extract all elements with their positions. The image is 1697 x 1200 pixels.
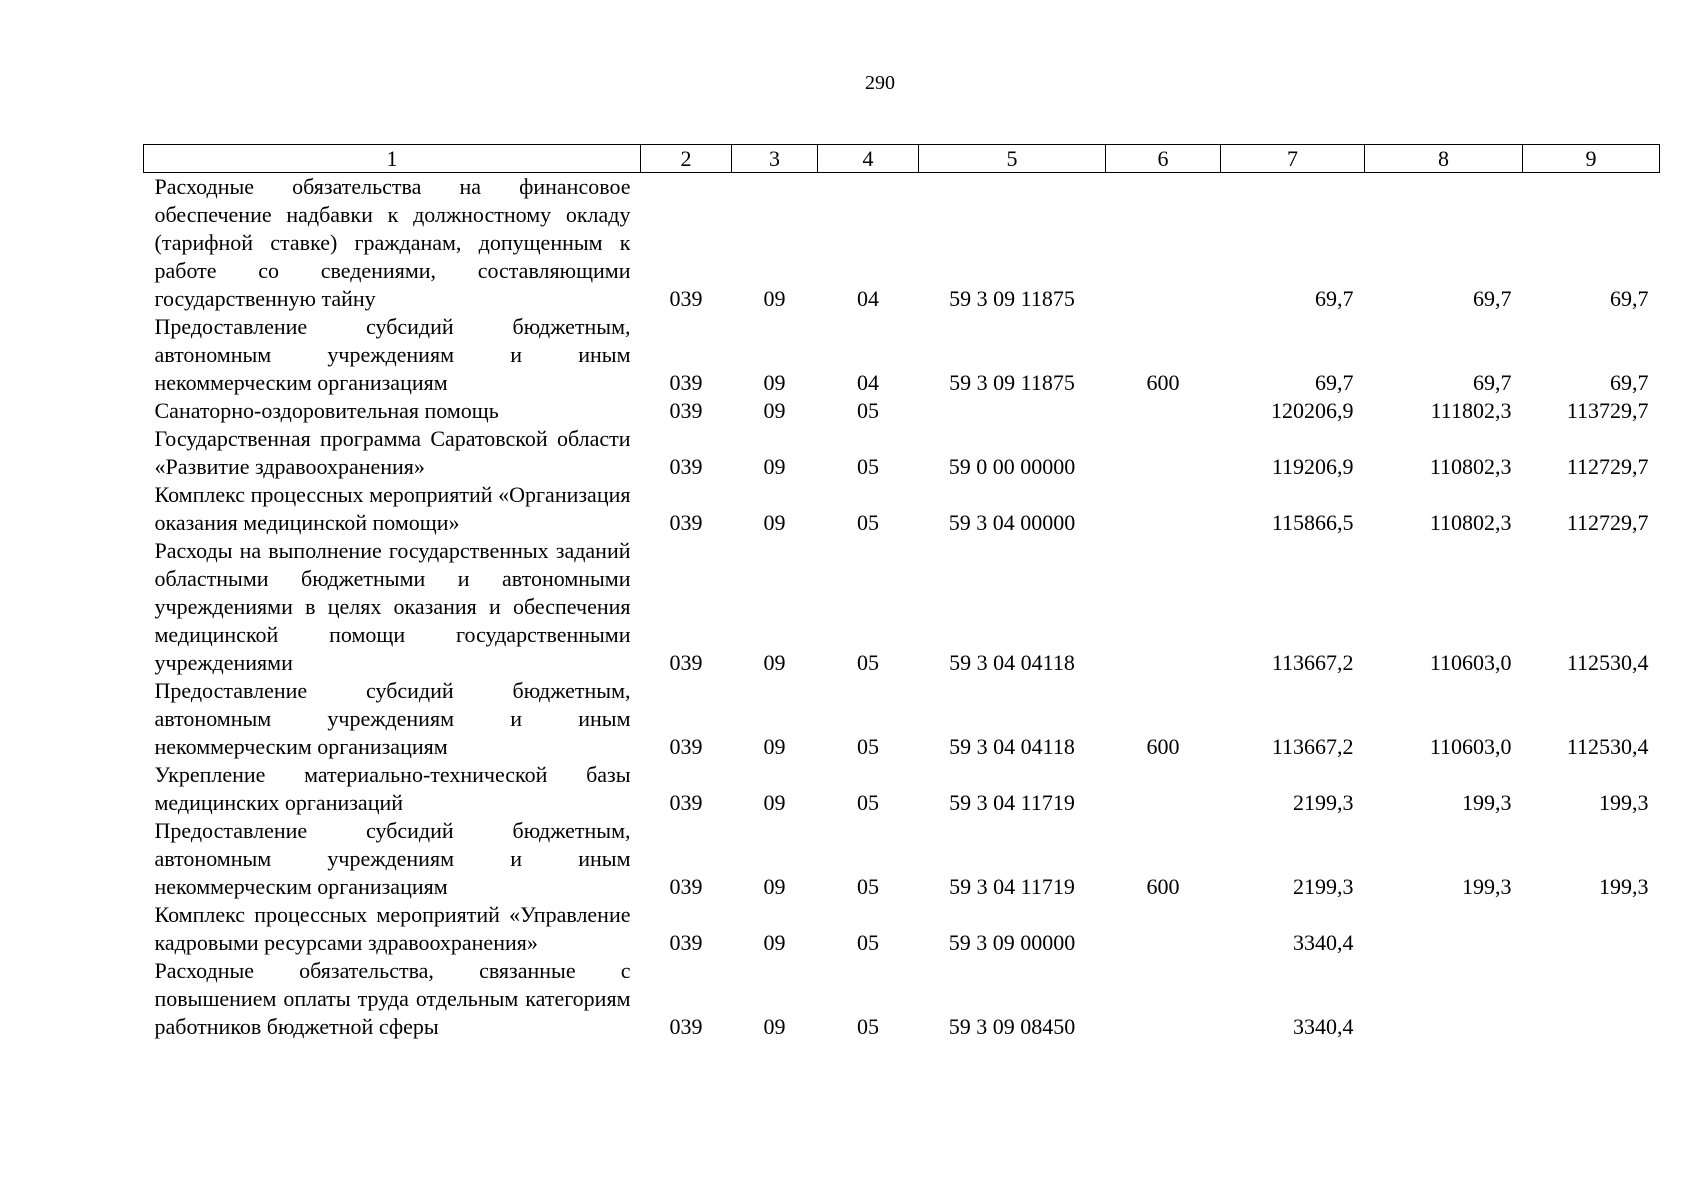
amount-year-3: 69,7	[1610, 370, 1649, 395]
expense-type-code	[1106, 761, 1221, 817]
section-code: 09	[763, 874, 786, 899]
grbs-code: 039	[669, 510, 703, 535]
target-article-code: 59 3 09 08450	[948, 1014, 1076, 1039]
subsection-code: 05	[857, 454, 879, 479]
target-article-code: 59 3 09 11875	[949, 286, 1075, 311]
table-row	[144, 901, 1660, 957]
expense-type-code	[1106, 957, 1221, 1041]
expense-type-code: 600	[1146, 370, 1180, 395]
expense-type-code	[1106, 537, 1221, 677]
expense-type-code: 600	[1146, 874, 1180, 899]
expense-type-code: 600	[1146, 734, 1180, 759]
section-code: 09	[763, 1014, 786, 1039]
column-header: 7	[1221, 145, 1365, 173]
amount-year-2: 199,3	[1462, 790, 1512, 815]
column-header: 2	[641, 145, 732, 173]
row-name: Предоставление субсидий бюджетным, автономным учреждениям и иным некоммерческим организациям	[154, 678, 631, 759]
expense-type-code	[1106, 481, 1221, 537]
table-row	[144, 173, 1660, 314]
amount-year-1: 69,7	[1315, 370, 1354, 395]
subsection-code: 05	[857, 874, 879, 899]
amount-year-3: 112729,7	[1566, 454, 1649, 479]
grbs-code: 039	[669, 286, 703, 311]
table-row	[144, 761, 1660, 817]
grbs-code: 039	[669, 874, 703, 899]
amount-year-3	[1523, 901, 1660, 957]
expense-type-code	[1106, 901, 1221, 957]
amount-year-1: 115866,5	[1271, 510, 1354, 535]
table-row	[144, 957, 1660, 1041]
subsection-code: 04	[857, 286, 879, 311]
subsection-code: 05	[857, 1014, 879, 1039]
grbs-code: 039	[669, 398, 703, 423]
row-name: Расходы на выполнение государственных заданий областными бюджетными и автономными учреждениями в целях оказания и обеспечения медицинской помощи государственными учреждениями	[154, 538, 631, 675]
grbs-code: 039	[669, 790, 703, 815]
expense-type-code	[1106, 397, 1221, 425]
section-code: 09	[763, 398, 786, 423]
subsection-code: 05	[857, 790, 879, 815]
amount-year-2: 110802,3	[1429, 454, 1512, 479]
target-article-code: 59 3 04 04118	[949, 734, 1075, 759]
row-name: Комплекс процессных мероприятий «Организация оказания медицинской помощи»	[154, 482, 631, 535]
target-article-code: 59 0 00 00000	[948, 454, 1076, 479]
grbs-code: 039	[669, 454, 703, 479]
amount-year-1: 69,7	[1315, 286, 1354, 311]
table-row	[144, 817, 1660, 901]
section-code: 09	[763, 286, 786, 311]
table-row	[144, 397, 1660, 425]
grbs-code: 039	[669, 1014, 703, 1039]
table-row	[144, 481, 1660, 537]
amount-year-3: 113729,7	[1566, 398, 1649, 423]
section-code: 09	[763, 790, 786, 815]
amount-year-1: 113667,2	[1271, 650, 1354, 675]
amount-year-3: 69,7	[1610, 286, 1649, 311]
column-header: 1	[144, 145, 641, 173]
grbs-code: 039	[669, 734, 703, 759]
column-header: 5	[919, 145, 1106, 173]
amount-year-1: 3340,4	[1293, 930, 1354, 955]
column-header: 3	[732, 145, 818, 173]
section-code: 09	[763, 734, 786, 759]
table-row	[144, 537, 1660, 677]
header-row	[144, 145, 1660, 173]
amount-year-2: 69,7	[1473, 286, 1512, 311]
target-article-code: 59 3 04 11719	[949, 874, 1075, 899]
amount-year-2: 110603,0	[1429, 734, 1512, 759]
subsection-code: 05	[857, 930, 879, 955]
target-article-code: 59 3 09 00000	[948, 930, 1076, 955]
grbs-code: 039	[669, 650, 703, 675]
expense-type-code	[1106, 425, 1221, 481]
subsection-code: 05	[857, 398, 879, 423]
column-header: 9	[1523, 145, 1660, 173]
section-code: 09	[763, 454, 786, 479]
target-article-code: 59 3 04 00000	[948, 510, 1076, 535]
column-header: 8	[1365, 145, 1523, 173]
target-article-code: 59 3 04 11719	[949, 790, 1075, 815]
amount-year-3: 112530,4	[1566, 734, 1649, 759]
subsection-code: 05	[857, 734, 879, 759]
amount-year-3: 199,3	[1599, 790, 1649, 815]
section-code: 09	[763, 510, 786, 535]
amount-year-2	[1365, 957, 1523, 1041]
column-header: 6	[1106, 145, 1221, 173]
grbs-code: 039	[669, 370, 703, 395]
row-name: Комплекс процессных мероприятий «Управление кадровыми ресурсами здравоохранения»	[154, 902, 631, 955]
row-name: Расходные обязательства на финансовое обеспечение надбавки к должностному окладу (тарифной ставке) гражданам, допущенным к работе со сведениями, составляющими государственную тайну	[154, 174, 631, 311]
amount-year-2: 69,7	[1473, 370, 1512, 395]
row-name: Укрепление материально-технической базы медицинских организаций	[154, 762, 631, 815]
table-row	[144, 313, 1660, 397]
subsection-code: 04	[857, 370, 879, 395]
row-name: Предоставление субсидий бюджетным, автономным учреждениям и иным некоммерческим организациям	[154, 314, 631, 395]
page-number: 290	[865, 72, 895, 94]
section-code: 09	[763, 370, 786, 395]
row-name: Государственная программа Саратовской области «Развитие здравоохранения»	[154, 426, 631, 479]
amount-year-3: 112729,7	[1566, 510, 1649, 535]
amount-year-1: 2199,3	[1293, 790, 1354, 815]
budget-table	[143, 144, 1660, 1041]
grbs-code: 039	[669, 930, 703, 955]
amount-year-3	[1523, 957, 1660, 1041]
amount-year-1: 119206,9	[1271, 454, 1354, 479]
column-header: 4	[818, 145, 919, 173]
amount-year-2: 111802,3	[1430, 398, 1512, 423]
table-row	[144, 425, 1660, 481]
subsection-code: 05	[857, 650, 879, 675]
row-name: Расходные обязательства, связанные с повышением оплаты труда отдельным категориям работников бюджетной сферы	[154, 958, 631, 1039]
section-code: 09	[763, 650, 786, 675]
amount-year-2	[1365, 901, 1523, 957]
target-article-code: 59 3 09 11875	[949, 370, 1075, 395]
table-row	[144, 677, 1660, 761]
target-article-code: 59 3 04 04118	[949, 650, 1075, 675]
amount-year-3: 199,3	[1599, 874, 1649, 899]
amount-year-2: 199,3	[1462, 874, 1512, 899]
amount-year-3: 112530,4	[1566, 650, 1649, 675]
row-name: Предоставление субсидий бюджетным, автономным учреждениям и иным некоммерческим организациям	[154, 818, 631, 899]
amount-year-2: 110603,0	[1429, 650, 1512, 675]
amount-year-1: 2199,3	[1293, 874, 1354, 899]
amount-year-1: 120206,9	[1271, 398, 1354, 423]
amount-year-1: 3340,4	[1293, 1014, 1354, 1039]
expense-type-code	[1106, 173, 1221, 314]
amount-year-1: 113667,2	[1271, 734, 1354, 759]
section-code: 09	[763, 930, 786, 955]
row-name: Санаторно-оздоровительная помощь	[154, 398, 499, 423]
subsection-code: 05	[857, 510, 879, 535]
amount-year-2: 110802,3	[1429, 510, 1512, 535]
target-article-code	[919, 397, 1106, 425]
